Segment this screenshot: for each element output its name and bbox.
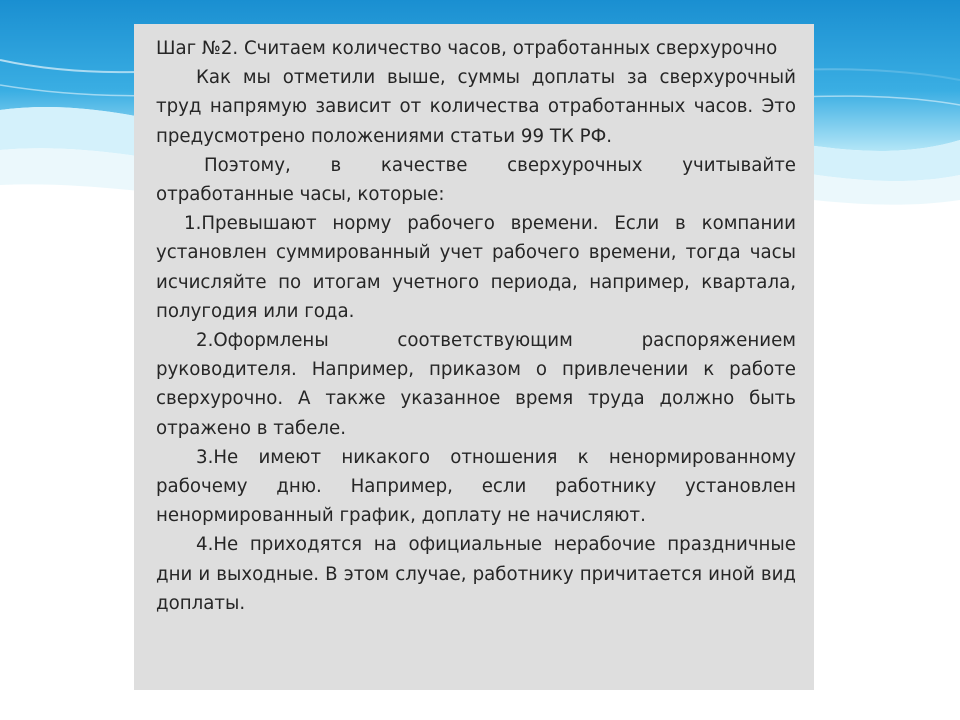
slide-title: Шаг №2. Считаем количество часов, отработанных сверхурочно [156,38,778,59]
list-item-1: 1.Превышают норму рабочего времени. Если в компании установлен суммированный учет рабочего времени, тогда часы исчисляйте по итогам учетного периода, например, квартала, полугодия или года. [156,213,796,322]
list-item-3: 3.Не имеют никакого отношения к ненормированному рабочему дню. Например, если работнику установлен ненормированный график, доплату не начисляют. [156,446,796,527]
list-item-2: 2.Оформлены соответствующим распоряжением руководителя. Например, приказом о привлечении к работе сверхурочно. А также указанное время труда должно быть отражено в табеле. [156,330,796,439]
slide-content [156,34,796,618]
paragraph-intro: Как мы отметили выше, суммы доплаты за сверхурочный труд напрямую зависит от количества отработанных часов. Это предусмотрено положениями статьи 99 ТК РФ. [156,67,796,147]
paragraph-lead: Поэтому, в качестве сверхурочных учитывайте отработанные часы, которые: [156,154,796,206]
list-item-4: 4.Не приходятся на официальные нерабочие праздничные дни и выходные. В этом случае, работнику причитается иной вид доплаты. [156,534,796,614]
